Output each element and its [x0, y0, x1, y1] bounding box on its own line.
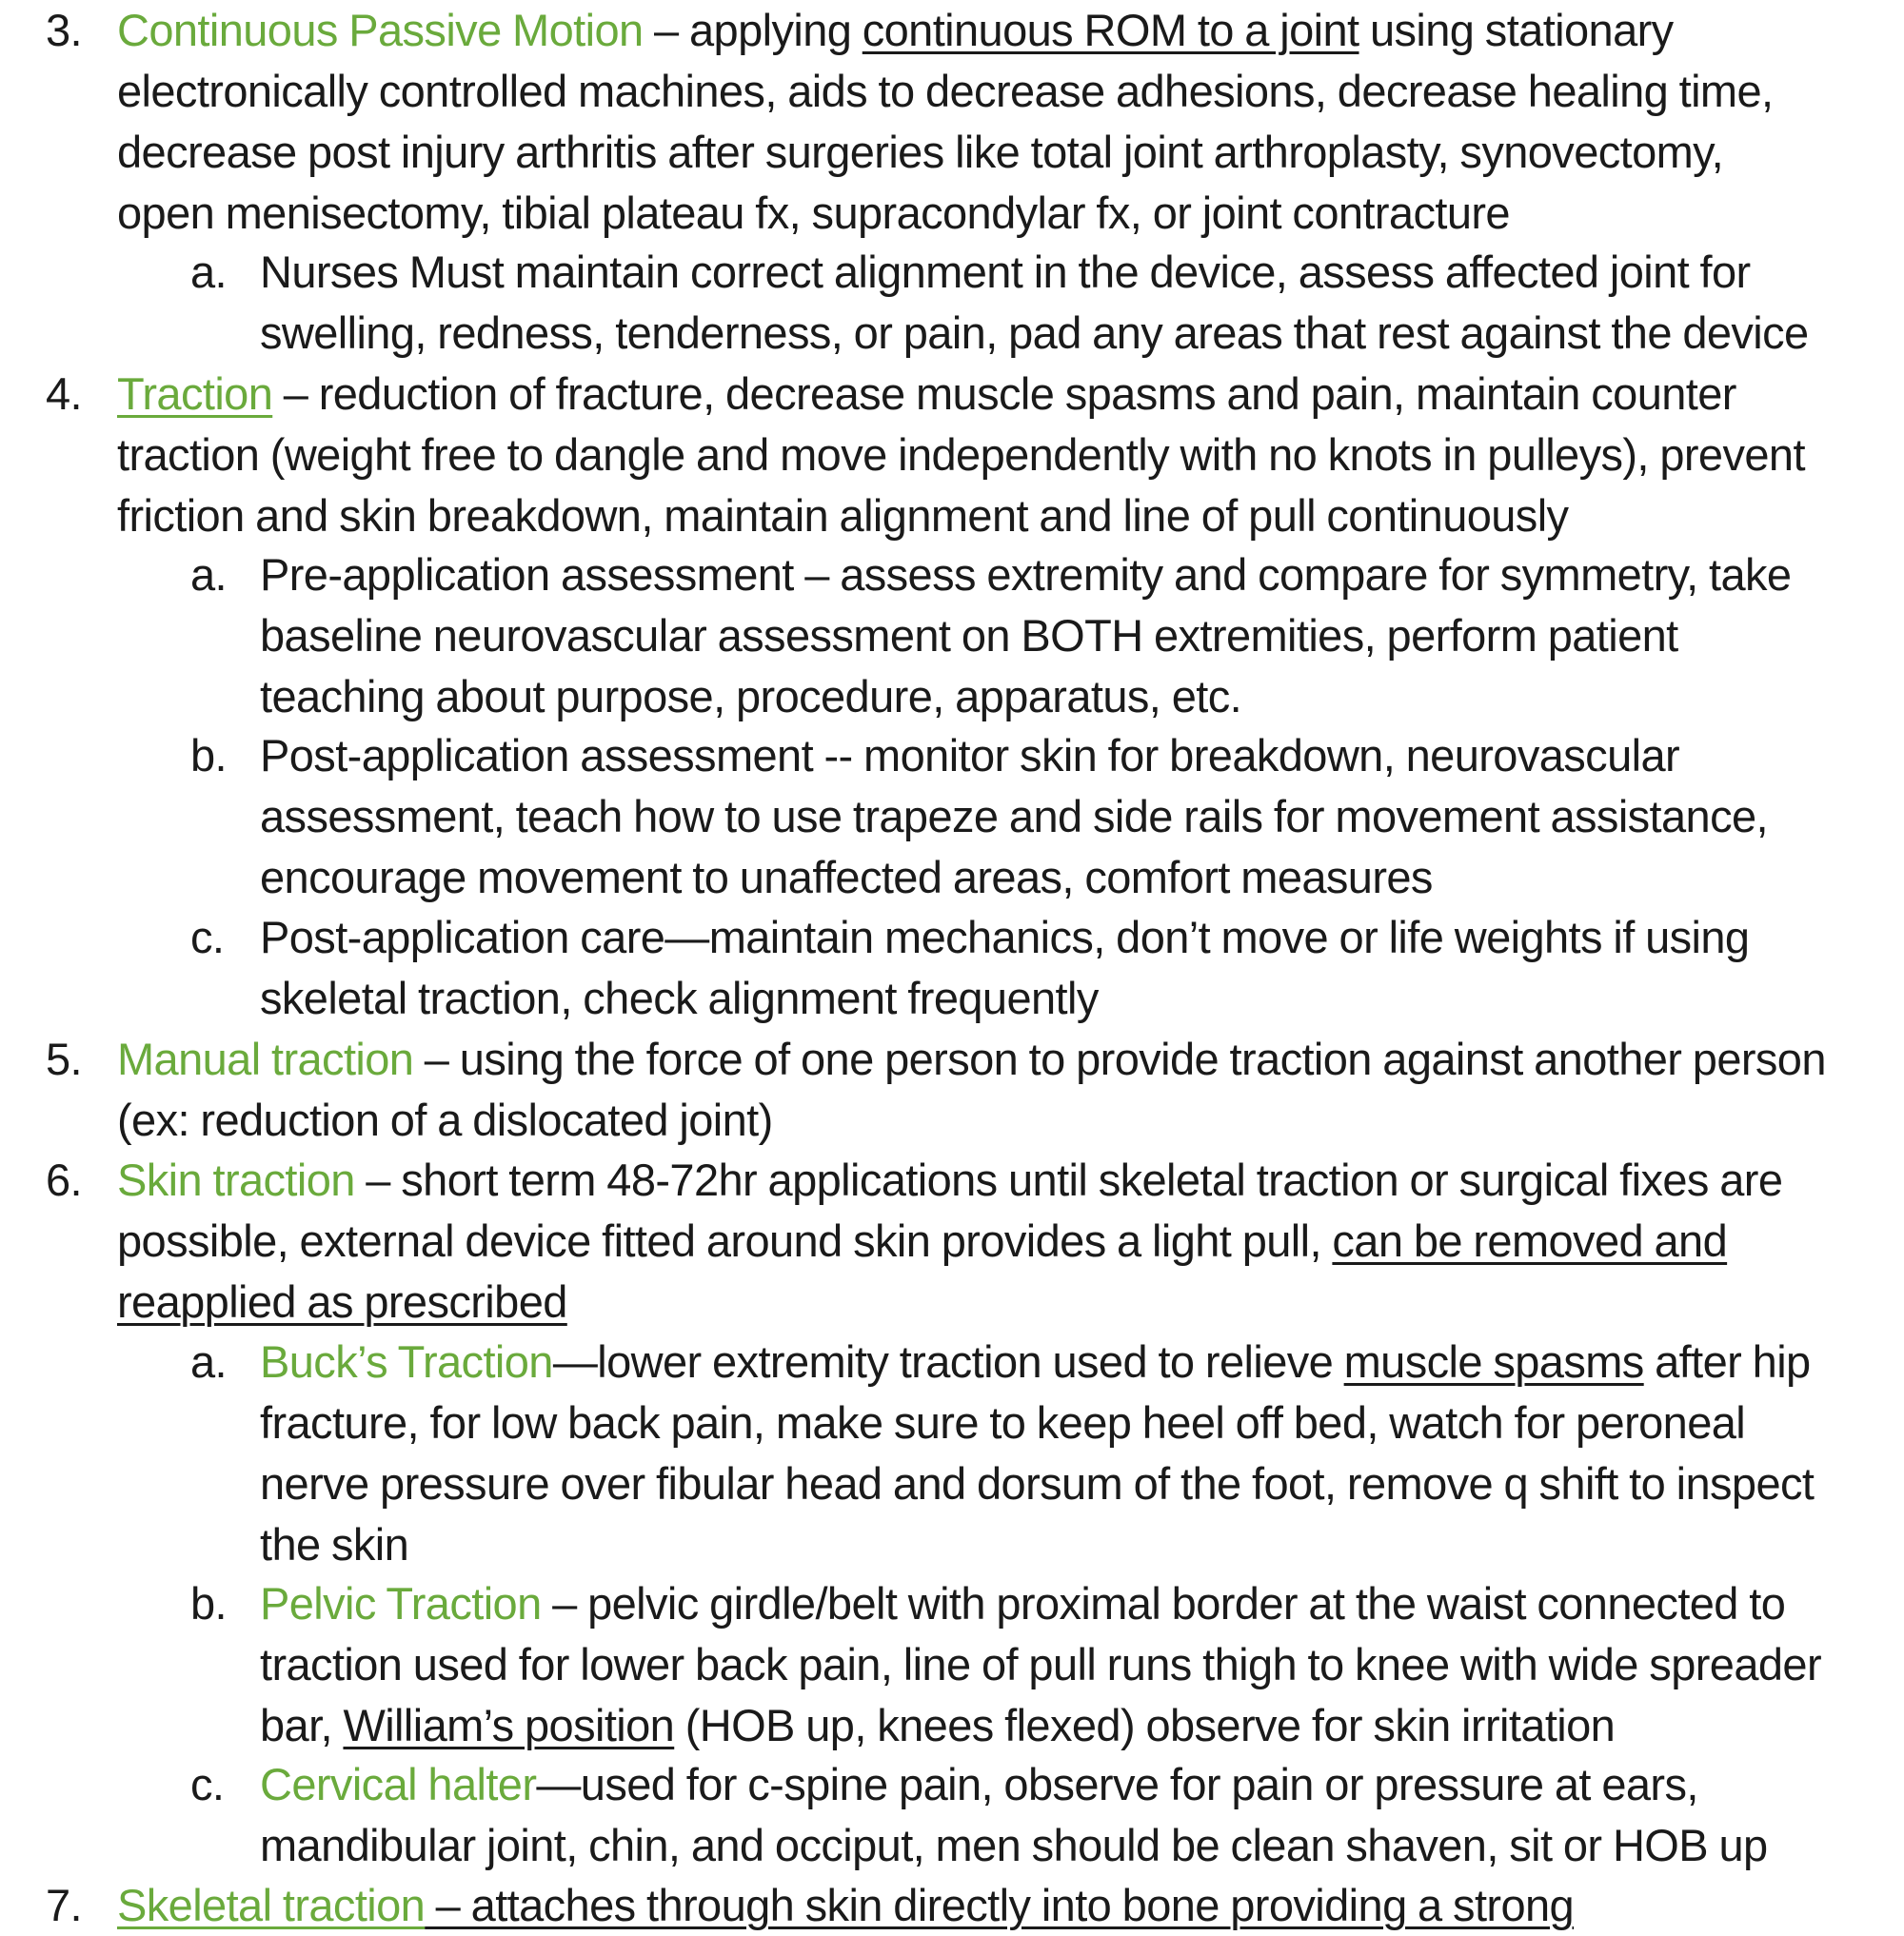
underlined-text: – attaches through skin directly into bone providing a strong [425, 1880, 1575, 1930]
list-letter: b. [190, 1578, 227, 1629]
item-text: – reduction of fracture, decrease muscle spasms and pain, maintain counter traction (weight free to dangle and move independently with no knots in pulleys), prevent friction and skin breakdown, maintain alignment and line of pull continuously [117, 368, 1805, 541]
list-number: 4. [46, 368, 82, 419]
item-text: —used for c-spine pain, observe for pain or pressure at ears, mandibular joint, chin, and occiput, men should be clean shaven, sit or HOB up [260, 1759, 1768, 1870]
list-subitem-6a [190, 1332, 1840, 1575]
item-text: —lower extremity traction used to relieve [552, 1336, 1344, 1387]
term-pelvic-traction: Pelvic Traction [260, 1578, 542, 1629]
item-text: – pelvic girdle/belt with proximal border at the waist connected to traction used for lower back pain, line of pull runs thigh to knee with wide spreader bar, [260, 1578, 1821, 1750]
underlined-text: William’s position [343, 1700, 675, 1750]
list-number: 7. [46, 1880, 82, 1930]
term-skin-traction: Skin traction [117, 1155, 355, 1205]
list-subitem-4b [190, 725, 1840, 908]
underlined-text: continuous ROM to a joint [862, 5, 1359, 55]
term-bucks-traction: Buck’s Traction [260, 1336, 553, 1387]
underlined-text: muscle spasms [1343, 1336, 1644, 1387]
list-letter: a. [190, 247, 227, 297]
list-letter: a. [190, 549, 227, 600]
item-text: Post-application care—maintain mechanics, don’t move or life weights if using skeletal traction, check alignment frequently [260, 912, 1750, 1023]
list-number: 5. [46, 1034, 82, 1084]
item-text: Nurses Must maintain correct alignment in the device, assess affected joint for swelling, redness, tenderness, or pain, pad any areas that rest against the device [260, 247, 1809, 358]
list-subitem-4a [190, 544, 1840, 727]
underlined-text: can be removed and reapplied as prescribed [117, 1215, 1728, 1327]
list-letter: c. [190, 912, 225, 962]
list-number: 3. [46, 5, 82, 55]
item-text: Pre-application assessment – assess extremity and compare for symmetry, take baseline neurovascular assessment on BOTH extremities, perform patient teaching about purpose, procedure, apparatus, etc. [260, 549, 1792, 721]
list-letter: a. [190, 1336, 227, 1387]
item-text: using stationary electronically controlled machines, aids to decrease adhesions, decrease healing time, decrease post injury arthritis after surgeries like total joint arthroplasty, synovectomy, open menisectomy, tibial plateau fx, supracondylar fx, or joint contracture [117, 5, 1774, 238]
list-letter: c. [190, 1759, 225, 1809]
term-manual-traction: Manual traction [117, 1034, 414, 1084]
list-subitem-4c [190, 907, 1840, 1029]
item-text: – using the force of one person to provide traction against another person (ex: reduction of a dislocated joint) [117, 1034, 1826, 1145]
list-item-6 [46, 1150, 1831, 1333]
list-subitem-6b [190, 1573, 1840, 1756]
list-subitem-3a [190, 242, 1840, 364]
term-skeletal-traction: Skeletal traction [117, 1880, 426, 1930]
list-item-7 [46, 1875, 1831, 1936]
list-letter: b. [190, 730, 227, 780]
item-text: Post-application assessment -- monitor skin for breakdown, neurovascular assessment, teach how to use trapeze and side rails for movement assistance, encourage movement to unaffected areas, comfort measures [260, 730, 1768, 902]
list-item-3 [46, 0, 1831, 244]
term-continuous-passive-motion: Continuous Passive Motion [117, 5, 644, 55]
item-text: (HOB up, knees flexed) observe for skin irritation [674, 1700, 1616, 1750]
item-text: after hip fracture, for low back pain, make sure to keep heel off bed, watch for peroneal nerve pressure over fibular head and dorsum of the foot, remove q shift to inspect the skin [260, 1336, 1815, 1570]
item-text: – short term 48-72hr applications until skeletal traction or surgical fixes are possible, external device fitted around skin provides a light pull, [117, 1155, 1783, 1266]
list-subitem-6c [190, 1754, 1840, 1876]
list-item-5 [46, 1029, 1831, 1151]
term-cervical-halter: Cervical halter [260, 1759, 537, 1809]
term-traction: Traction [117, 368, 273, 419]
list-item-4 [46, 364, 1831, 546]
list-number: 6. [46, 1155, 82, 1205]
item-text: – applying [643, 5, 863, 55]
